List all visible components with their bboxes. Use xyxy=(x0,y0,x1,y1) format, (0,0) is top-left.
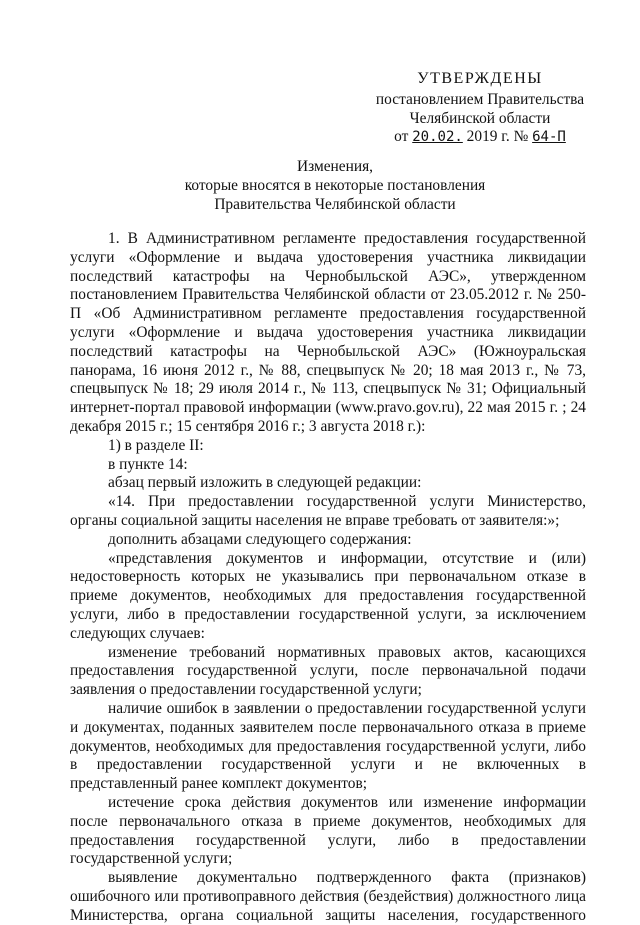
document-number: 64-П xyxy=(532,129,566,146)
approval-heading: УТВЕРЖДЕНЫ xyxy=(417,70,543,87)
paragraph-11: выявление документально подтвержденного факта (признаков) ошибочного или противоправного действия (бездействия) должностного лица Министерства, органа социальной защиты населения, государственного xyxy=(70,869,586,924)
paragraph-1: 1. В Административном регламенте предоставления государственной услуги «Оформление и выдача удостоверения участника ликвидации последствий катастрофы на Чернобыльской АЭС», утвержденном постановлением Правительства Челябинской области от 23.05.2012 г. № 250-П «Об Административном регламенте предоставления государственной услуги «Оформление и выдача удостоверения участника ликвидации последствий катастрофы на Чернобыльской АЭС» (Южноуральская панорама, 16 июня 2012 г., № 88, спецвыпуск № 20; 18 мая 2013 г., № 73, спецвыпуск № 18; 29 июля 2014 г., № 113, спецвыпуск № 31; Официальный интернет-портал правовой информации (www.pravo.gov.ru), 22 мая 2015 г. ; 24 декабря 2015 г.; 15 сентября 2016 г.; 3 августа 2018 г.): xyxy=(70,230,586,435)
paragraph-10: истечение срока действия документов или изменение информации после первоначального отказа в приеме документов, необходимых для предоставления государственной услуги, либо в предоставлении государственной услуги; xyxy=(70,793,586,868)
paragraph-9: наличие ошибок в заявлении о предоставлении государственной услуги и документах, поданных заявителем после первоначального отказа в приеме документов, необходимых для предоставления государственной услуги, либо в предоставлении государственной услуги и не включенных в представленный ранее комплект документов; xyxy=(70,699,586,793)
year-text: 2019 г. № xyxy=(466,128,529,146)
paragraph-4: абзац первый изложить в следующей редакции: xyxy=(108,474,422,492)
title-line-3: Правительства Челябинской области xyxy=(214,195,456,213)
paragraph-5: «14. При предоставлении государственной услуги Министерство, органы социальной защиты населения не вправе требовать от заявителя:»; xyxy=(70,493,586,529)
approval-date-line xyxy=(360,128,600,147)
paragraph-3: в пункте 14: xyxy=(108,455,188,473)
paragraph-8: изменение требований нормативных правовых актов, касающихся предоставления государственной услуги, после первоначальной подачи заявления о предоставлении государственной услуги; xyxy=(70,643,586,699)
approval-line-1: постановлением Правительства xyxy=(375,90,585,108)
title-line-2: которые вносятся в некоторые постановления xyxy=(184,176,486,194)
document-body xyxy=(70,230,586,925)
approval-stamp xyxy=(360,70,600,147)
document-title xyxy=(120,158,550,214)
title-line-1: Изменения, xyxy=(296,158,373,175)
approval-line-2: Челябинской области xyxy=(409,109,551,127)
paragraph-7: «представления документов и информации, отсутствие и (или) недостоверность которых не указывались при первоначальном отказе в приеме документов, необходимых для предоставления государственной услуги, либо в предоставлении государственной услуги, за исключением следующих случаев: xyxy=(70,549,586,642)
date-value: 20.02. xyxy=(412,129,463,146)
date-prefix: от xyxy=(394,128,409,146)
paragraph-6: дополнить абзацами следующего содержания: xyxy=(108,530,412,548)
paragraph-2: 1) в разделе II: xyxy=(108,436,204,454)
